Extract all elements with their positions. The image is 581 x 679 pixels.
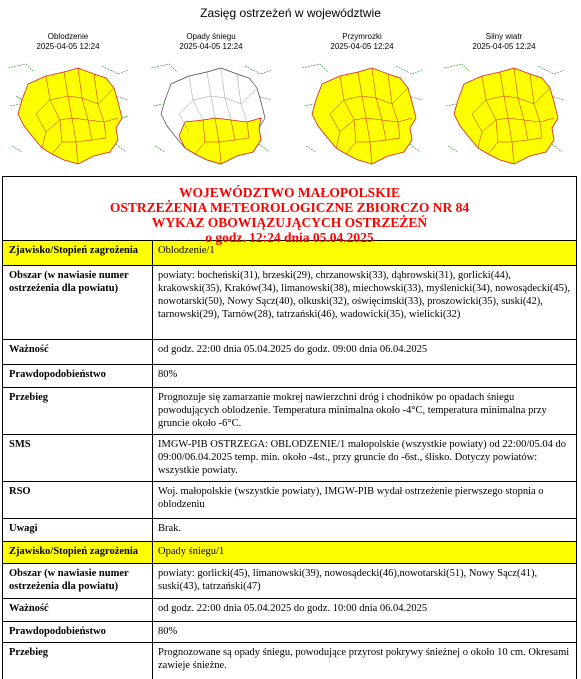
- course-row: [3, 643, 576, 679]
- banner-region: WOJEWÓDZTWO MAŁOPOLSKIE: [179, 185, 400, 200]
- row-label: SMS: [3, 435, 153, 481]
- map-time: 2025-04-05 12:24: [472, 42, 536, 51]
- page-title: Zasięg ostrzeżeń w województwie: [200, 6, 381, 20]
- remarks-row: [3, 519, 576, 542]
- probability-row: [3, 365, 576, 388]
- validity-row: [3, 340, 576, 365]
- row-label: Zjawisko/Stopień zagrożenia: [3, 241, 153, 265]
- map-name: Opady śniegu: [186, 32, 236, 41]
- row-value: Prognozuje się zamarzanie mokrej nawierzchni dróg i chodników po opadach śniegu powodujących oblodzenie. Temperatura minimalna około -4°C, temperatura minimalna przy gruncie około -6°C.: [158, 392, 547, 429]
- region-map-graphic: [442, 56, 566, 168]
- map-name: Oblodzenie: [47, 32, 89, 41]
- row-value: Woj. małopolskie (wszystkie powiaty), IMGW-PIB wydał ostrzeżenie pierwszego stopnia o oblodzeniu: [158, 486, 544, 510]
- row-label: Przebieg: [3, 388, 153, 434]
- course-row: [3, 388, 576, 435]
- banner-list-title: WYKAZ OBOWIĄZUJĄCYCH OSTRZEŻEŃ: [151, 215, 428, 230]
- row-label: Przebieg: [3, 643, 153, 679]
- row-label: Prawdopodobieństwo: [3, 622, 153, 642]
- phenomenon-row: [3, 241, 576, 266]
- row-value: powiaty: bocheński(31), brzeski(29), chrzanowski(33), dąbrowski(31), gorlicki(44), krakowski(35), Kraków(34), limanowski(38), miechowski(33), myślenicki(34), nowosądecki(45), nowotarski(50), Nowy Sącz(40), olkuski(32), oświęcimski(33), proszowicki(35), suski(42), tarnowski(29), Tarnów(28), tatrzański(46), wadowicki(35), wielicki(32): [158, 270, 571, 320]
- map-opady-sniegu: [145, 32, 277, 168]
- row-value: 80%: [158, 369, 178, 380]
- row-label: Zjawisko/Stopień zagrożenia: [3, 542, 153, 563]
- row-value: Prognozowane są opady śniegu, powodujące przyrost pokrywy śnieżnej o około 10 cm. Okresami zawieje śnieżne.: [158, 647, 570, 671]
- rso-row: [3, 482, 576, 519]
- map-name: Przymrozki: [342, 32, 382, 41]
- row-value: IMGW-PIB OSTRZEGA: OBLODZENIE/1 małopolskie (wszystkie powiaty) od 22:00/05.04 do 09:00/06.04.2025 temp. min. około -4st., przy gruncie do -6st., ślisko. Dotyczy powiatów: wszystkie powiaty.: [158, 439, 567, 476]
- row-label: Obszar (w nawiasie numer ostrzeżenia dla powiatu): [3, 564, 153, 598]
- row-label: RSO: [3, 482, 153, 518]
- row-label: Uwagi: [3, 519, 153, 541]
- region-map-graphic: [300, 56, 424, 168]
- row-value: od godz. 22:00 dnia 05.04.2025 do godz. 10:00 dnia 06.04.2025: [158, 603, 428, 614]
- sms-row: [3, 435, 576, 482]
- row-value: Oblodzenie/1: [158, 245, 215, 256]
- row-label: Ważność: [3, 599, 153, 621]
- row-label: Obszar (w nawiasie numer ostrzeżenia dla powiatu): [3, 266, 153, 339]
- map-time: 2025-04-05 12:24: [179, 42, 243, 51]
- banner-timestamp: o godz. 12:24 dnia 05.04.2025: [205, 230, 374, 245]
- map-przymrozki: [296, 32, 428, 168]
- region-map-graphic: [149, 56, 273, 168]
- row-value: Brak.: [158, 523, 182, 534]
- map-name: Silny wiatr: [485, 32, 523, 41]
- warnings-panel: [2, 176, 577, 679]
- map-time: 2025-04-05 12:24: [330, 42, 394, 51]
- area-row: [3, 266, 576, 340]
- row-value: 80%: [158, 626, 178, 637]
- row-value: powiaty: gorlicki(45), limanowski(39), nowosądecki(46),nowotarski(51), Nowy Sącz(41), suski(43), tatrzański(47): [158, 568, 538, 592]
- map-time: 2025-04-05 12:24: [36, 42, 100, 51]
- row-label: Ważność: [3, 340, 153, 364]
- row-value: Opady śniegu/1: [158, 546, 225, 557]
- row-value: od godz. 22:00 dnia 05.04.2025 do godz. 09:00 dnia 06.04.2025: [158, 344, 428, 355]
- validity-row: [3, 599, 576, 622]
- phenomenon-row: [3, 542, 576, 564]
- banner-heading: OSTRZEŻENIA METEOROLOGICZNE ZBIORCZO NR 84: [109, 200, 470, 215]
- area-row: [3, 564, 576, 599]
- map-silny-wiatr: [438, 32, 570, 168]
- region-map-graphic: [6, 56, 130, 168]
- row-label: Prawdopodobieństwo: [3, 365, 153, 387]
- warning-banner: [3, 177, 576, 245]
- map-oblodzenie: [2, 32, 134, 168]
- probability-row: [3, 622, 576, 643]
